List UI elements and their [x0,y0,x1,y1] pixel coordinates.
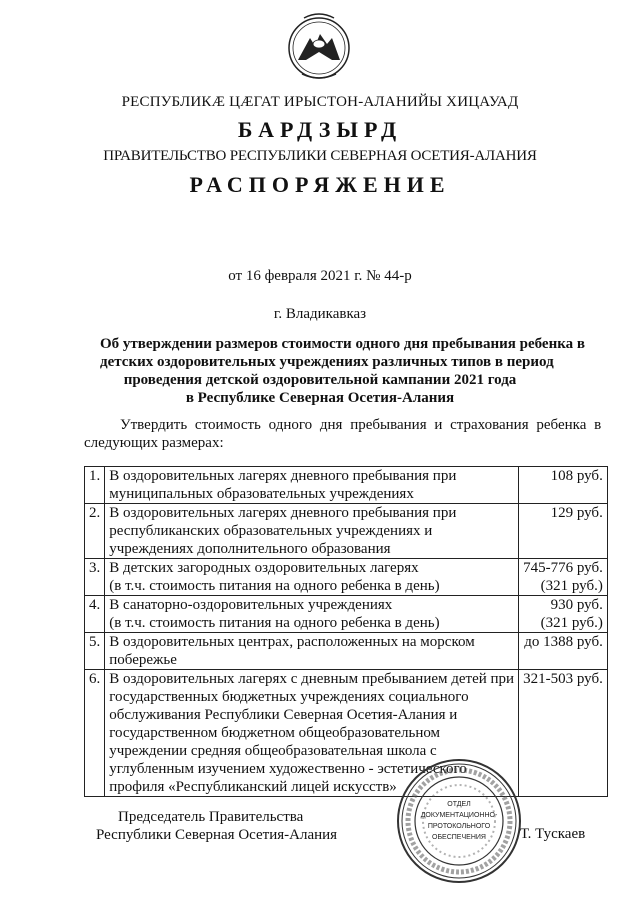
stamp-text: ОБЕСПЕЧЕНИЯ [432,834,486,841]
row-description: В санаторно-оздоровительных учреждениях (в т.ч. стоимость питания на одного ребенка в день) [105,596,519,633]
title-line: в Республике Северная Осетия-Алания [185,390,455,406]
title-line: Об утверждении размеров стоимости одного дня пребывания ребенка в [100,336,586,352]
row-number: 3. [85,559,105,596]
title-line: детских оздоровительных учреждениях различных типов в период [100,354,554,370]
intro-line: Утвердить стоимость одного дня пребывания и страхования ребенка в [120,417,602,433]
row-number: 4. [85,596,105,633]
table-row [85,670,608,797]
coat-of-arms-icon [284,8,354,88]
intro-paragraph [84,416,602,452]
row-number: 1. [85,467,105,504]
row-price: 930 руб. (321 руб.) [519,596,608,633]
row-number: 6. [85,670,105,797]
row-number: 2. [85,504,105,559]
price-table [84,466,608,797]
header-title-russian: РАСПОРЯЖЕНИЕ [189,172,451,197]
table-row [85,467,608,504]
table-row [85,633,608,670]
table-row [85,504,608,559]
row-number: 5. [85,633,105,670]
signatory-position [96,808,337,844]
stamp-text: ДОКУМЕНТАЦИОННО- [420,812,498,819]
header-line-ossetian: РЕСПУБЛИКӔ ЦӔГАТ ИРЫСТОН-АЛАНИЙЫ ХИЦАУАД [121,94,519,110]
signatory-name: Т. Тускаев [520,826,586,842]
header-line-russian: ПРАВИТЕЛЬСТВО РЕСПУБЛИКИ СЕВЕРНАЯ ОСЕТИЯ-АЛАНИЯ [103,148,537,164]
row-price: до 1388 руб. [519,633,608,670]
table-row [85,596,608,633]
document-title [100,335,586,407]
row-price: 129 руб. [519,504,608,559]
table-row [85,559,608,596]
intro-line: следующих размерах: [84,435,224,451]
row-description: В оздоровительных лагерях дневного пребывания при республиканских образовательных учреждениях и учреждениях дополнительного образования [105,504,519,559]
row-description: В детских загородных оздоровительных лагерях (в т.ч. стоимость питания на одного ребенка в день) [105,559,519,596]
row-description: В оздоровительных лагерях дневного пребывания при муниципальных образовательных учреждениях [105,467,519,504]
title-line: проведения детской оздоровительной кампании 2021 года [123,372,517,388]
document-city: г. Владикавказ [273,306,367,322]
round-seal-icon [395,757,523,885]
position-line: Республики Северная Осетия-Алания [96,827,338,843]
row-price: 321-503 руб. [519,670,608,797]
row-price: 108 руб. [519,467,608,504]
stamp-text: ОТДЕЛ [447,801,471,808]
stamp-text: ПРОТОКОЛЬНОГО [427,823,491,830]
document-date: от 16 февраля 2021 г. № 44-р [228,268,412,284]
row-description: В оздоровительных лагерях с дневным пребыванием детей при государственных бюджетных учреждениях социального обслуживания Республики Северная Осетия-Алания и государственном бюджетном общеобразовательном учреждении средняя общеобразовательная школа с углубленным изучением художественно - эстетического профиля «Республиканский лицей искусств» [105,670,519,797]
position-line: Председатель Правительства [118,809,304,825]
header-title-ossetian: БАРДЗЫРД [237,117,403,142]
row-description: В оздоровительных центрах, расположенных на морском побережье [105,633,519,670]
row-price: 745-776 руб. (321 руб.) [519,559,608,596]
